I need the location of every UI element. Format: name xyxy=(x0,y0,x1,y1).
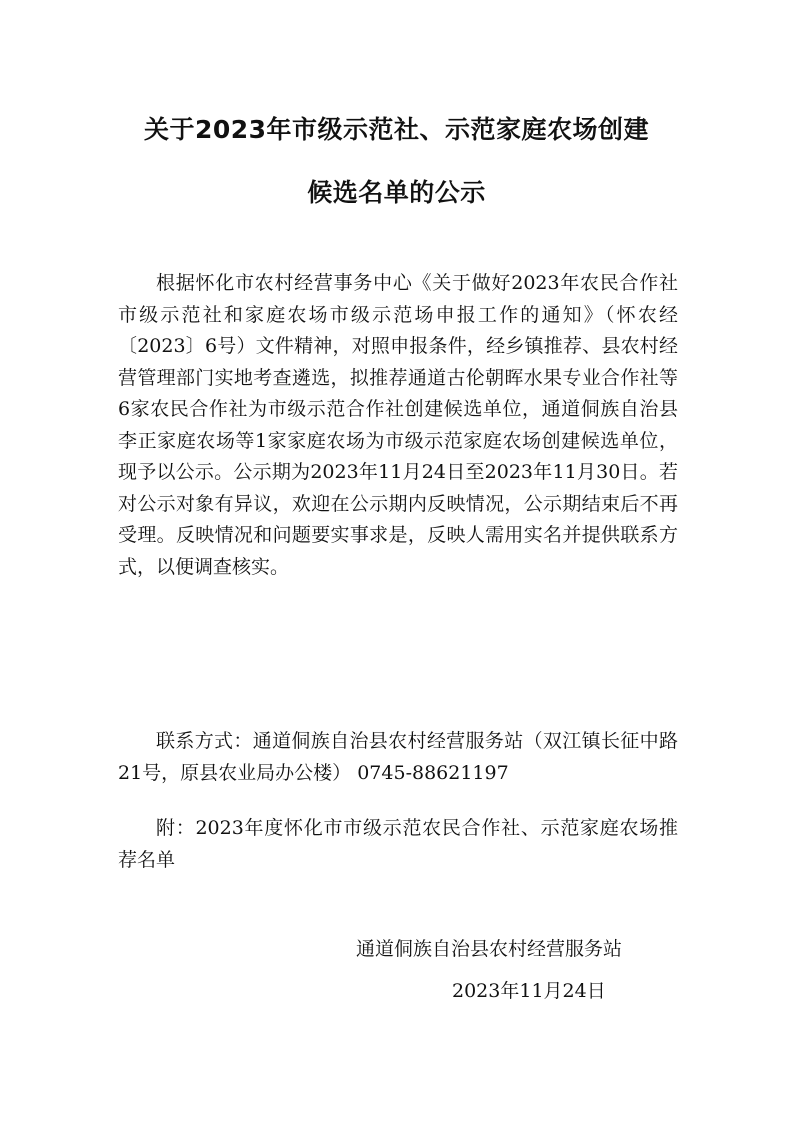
attachment-note-paragraph: 附：2023年度怀化市市级示范农民合作社、示范家庭农场推荐名单 xyxy=(118,817,678,871)
contact-info-paragraph: 联系方式：通道侗族自治县农村经营服务站（双江镇长征中路21号，原县农业局办公楼） 0745-88621197 xyxy=(118,730,678,784)
notice-body-paragraph: 根据怀化市农村经营事务中心《关于做好2023年农民合作社市级示范社和家庭农场市级示范场申报工作的通知》（怀农经〔2023〕6号）文件精神，对照申报条件，经乡镇推荐、县农村经营管理部门实地考查遴选，拟推荐通道古伦朝晖水果专业合作社等6家农民合作社为市级示范合作社创建候选单位，通道侗族自治县李正家庭农场等1家家庭农场为市级示范家庭农场创建候选单位，现予以公示。公示期为2023年11月24日至2023年11月30日。若对公示对象有异议，欢迎在公示期内反映情况，公示期结束后不再受理。反映情况和问题要实事求是，反映人需用实名并提供联系方式，以便调查核实。 xyxy=(118,272,678,578)
signature-organization: 通道侗族自治县农村经营服务站 xyxy=(356,938,623,960)
document-title-line2: 候选名单的公示 xyxy=(307,178,486,207)
document-title-line1: 关于2023年市级示范社、示范家庭农场创建 xyxy=(143,115,650,144)
signature-date: 2023年11月24日 xyxy=(452,980,606,1002)
